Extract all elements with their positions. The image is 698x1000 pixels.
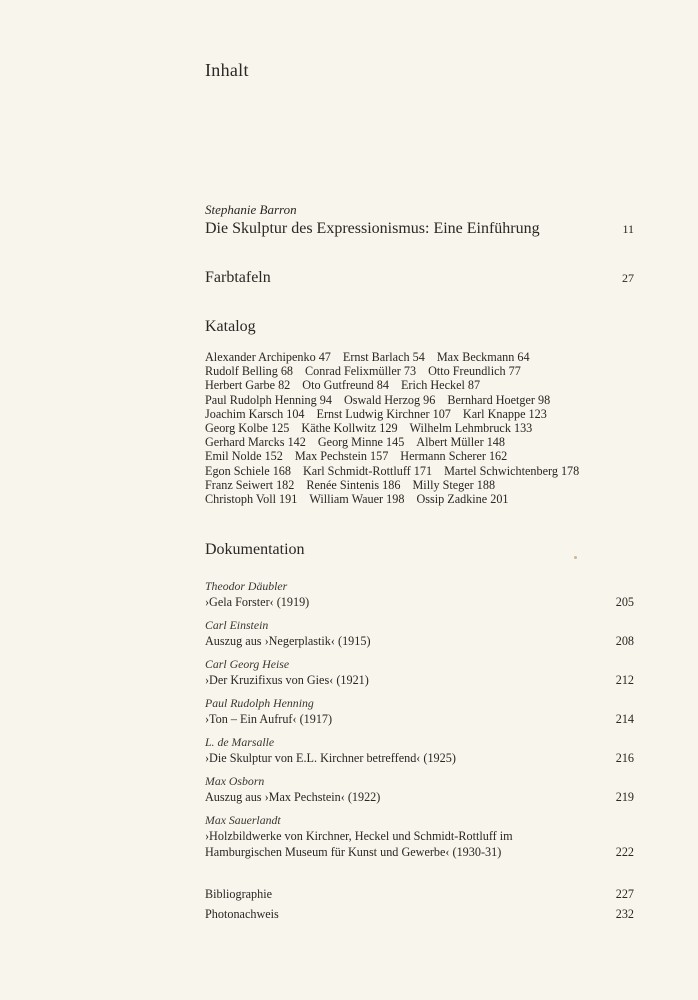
artist-entry: Franz Seiwert 182 bbox=[205, 477, 295, 492]
doc-title-row bbox=[205, 789, 634, 805]
artist-entry: Karl Knappe 123 bbox=[462, 406, 547, 421]
bibliographie-entry bbox=[205, 887, 634, 902]
doc-title: ›Der Kruzifixus von Gies‹ (1921) bbox=[205, 673, 369, 687]
artist-entry: Karl Schmidt-Rottluff 171 bbox=[302, 463, 433, 478]
doc-entry bbox=[205, 656, 634, 688]
doc-page: 205 bbox=[615, 595, 634, 609]
artist-entry: Ossip Zadkine 201 bbox=[416, 492, 509, 507]
artist-entry: Conrad Felixmüller 73 bbox=[305, 364, 417, 379]
katalog-list bbox=[205, 350, 591, 506]
doc-author: Max Sauerlandt bbox=[205, 813, 281, 827]
doc-author: Theodor Däubler bbox=[205, 579, 288, 593]
farbtafeln-entry bbox=[205, 269, 634, 287]
doc-page: 219 bbox=[615, 790, 634, 804]
katalog-line bbox=[205, 421, 591, 435]
doc-title: Hamburgischen Museum für Kunst und Gewerbe‹ (1930-31) bbox=[205, 845, 502, 859]
katalog-heading: Katalog bbox=[205, 318, 256, 335]
doc-author: L. de Marsalle bbox=[205, 735, 275, 749]
artist-entry: Oto Gutfreund 84 bbox=[302, 378, 389, 393]
artist-entry: Oswald Herzog 96 bbox=[343, 392, 436, 407]
doc-title-row bbox=[205, 594, 634, 610]
katalog-line bbox=[205, 407, 591, 421]
doc-page: 214 bbox=[615, 712, 634, 726]
doc-page: 208 bbox=[615, 634, 634, 648]
katalog-line bbox=[205, 435, 591, 449]
artist-entry: William Wauer 198 bbox=[309, 492, 405, 507]
doc-author: Carl Georg Heise bbox=[205, 657, 290, 671]
doc-title: ›Die Skulptur von E.L. Kirchner betreffend‹ (1925) bbox=[205, 751, 456, 765]
doc-title-row bbox=[205, 672, 634, 688]
artist-entry: Renée Sintenis 186 bbox=[306, 477, 401, 492]
doc-entry bbox=[205, 578, 634, 610]
doc-title: ›Ton – Ein Aufruf‹ (1917) bbox=[205, 712, 333, 726]
doc-author: Max Osborn bbox=[205, 774, 265, 788]
doc-entry bbox=[205, 695, 634, 727]
farbtafeln-page: 27 bbox=[622, 271, 634, 285]
katalog-line bbox=[205, 378, 591, 392]
artist-entry: Martel Schwichtenberg 178 bbox=[444, 463, 580, 478]
doc-title: ›Gela Forster‹ (1919) bbox=[205, 595, 310, 609]
doc-title-row bbox=[205, 750, 634, 766]
doc-page: 222 bbox=[615, 845, 634, 859]
doc-title-row bbox=[205, 633, 634, 649]
doc-page: 212 bbox=[615, 673, 634, 687]
artist-entry: Georg Kolbe 125 bbox=[205, 421, 290, 436]
artist-entry: Rudolf Belling 68 bbox=[205, 364, 294, 379]
artist-entry: Emil Nolde 152 bbox=[205, 449, 283, 464]
essay-page: 11 bbox=[622, 222, 634, 236]
artist-entry: Käthe Kollwitz 129 bbox=[301, 421, 398, 436]
photonachweis-page: 232 bbox=[615, 907, 634, 921]
paper-speck bbox=[574, 556, 577, 559]
artist-entry: Ernst Barlach 54 bbox=[342, 350, 425, 364]
doc-title: Auszug aus ›Negerplastik‹ (1915) bbox=[205, 634, 371, 648]
katalog-line bbox=[205, 364, 591, 378]
artist-entry: Max Beckmann 64 bbox=[436, 350, 530, 364]
katalog-line bbox=[205, 464, 591, 478]
doc-title: Auszug aus ›Max Pechstein‹ (1922) bbox=[205, 790, 381, 804]
artist-entry: Ernst Ludwig Kirchner 107 bbox=[316, 406, 451, 421]
essay-entry bbox=[205, 220, 634, 238]
artist-entry: Otto Freundlich 77 bbox=[428, 364, 521, 379]
artist-entry: Wilhelm Lehmbruck 133 bbox=[409, 421, 533, 436]
doc-entry bbox=[205, 812, 634, 860]
artist-entry: Erich Heckel 87 bbox=[400, 378, 481, 393]
artist-entry: Joachim Karsch 104 bbox=[205, 406, 305, 421]
doc-entry bbox=[205, 734, 634, 766]
doc-entry bbox=[205, 773, 634, 805]
katalog-line bbox=[205, 478, 591, 492]
doc-title-row bbox=[205, 711, 634, 727]
artist-entry: Max Pechstein 157 bbox=[294, 449, 389, 464]
essay-title: Die Skulptur des Expressionismus: Eine Einführung bbox=[205, 220, 540, 237]
artist-entry: Albert Müller 148 bbox=[416, 435, 505, 450]
katalog-line bbox=[205, 350, 591, 364]
bibliographie-title: Bibliographie bbox=[205, 887, 273, 901]
artist-entry: Alexander Archipenko 47 bbox=[205, 350, 331, 364]
artist-entry: Georg Minne 145 bbox=[317, 435, 405, 450]
artist-entry: Hermann Scherer 162 bbox=[400, 449, 508, 464]
artist-entry: Paul Rudolph Henning 94 bbox=[205, 392, 332, 407]
doc-author: Paul Rudolph Henning bbox=[205, 696, 314, 710]
bibliographie-page: 227 bbox=[615, 887, 634, 901]
doc-entry bbox=[205, 617, 634, 649]
artist-entry: Egon Schiele 168 bbox=[205, 463, 291, 478]
farbtafeln-title: Farbtafeln bbox=[205, 269, 271, 286]
essay-author: Stephanie Barron bbox=[205, 202, 297, 217]
photonachweis-title: Photonachweis bbox=[205, 907, 279, 921]
katalog-line bbox=[205, 449, 591, 463]
doc-title: ›Holzbildwerke von Kirchner, Heckel und Schmidt-Rottluff im bbox=[205, 829, 513, 843]
artist-entry: Bernhard Hoetger 98 bbox=[447, 392, 551, 407]
katalog-line bbox=[205, 393, 591, 407]
artist-entry: Christoph Voll 191 bbox=[205, 492, 298, 507]
artist-entry: Milly Steger 188 bbox=[412, 477, 496, 492]
artist-entry: Gerhard Marcks 142 bbox=[205, 435, 306, 450]
katalog-line bbox=[205, 492, 591, 506]
doc-author: Carl Einstein bbox=[205, 618, 269, 632]
page-title: Inhalt bbox=[205, 60, 249, 80]
doc-page: 216 bbox=[615, 751, 634, 765]
dokumentation-heading: Dokumentation bbox=[205, 541, 305, 558]
artist-entry: Herbert Garbe 82 bbox=[205, 378, 291, 393]
photonachweis-entry bbox=[205, 907, 634, 922]
doc-title-row bbox=[205, 844, 634, 860]
